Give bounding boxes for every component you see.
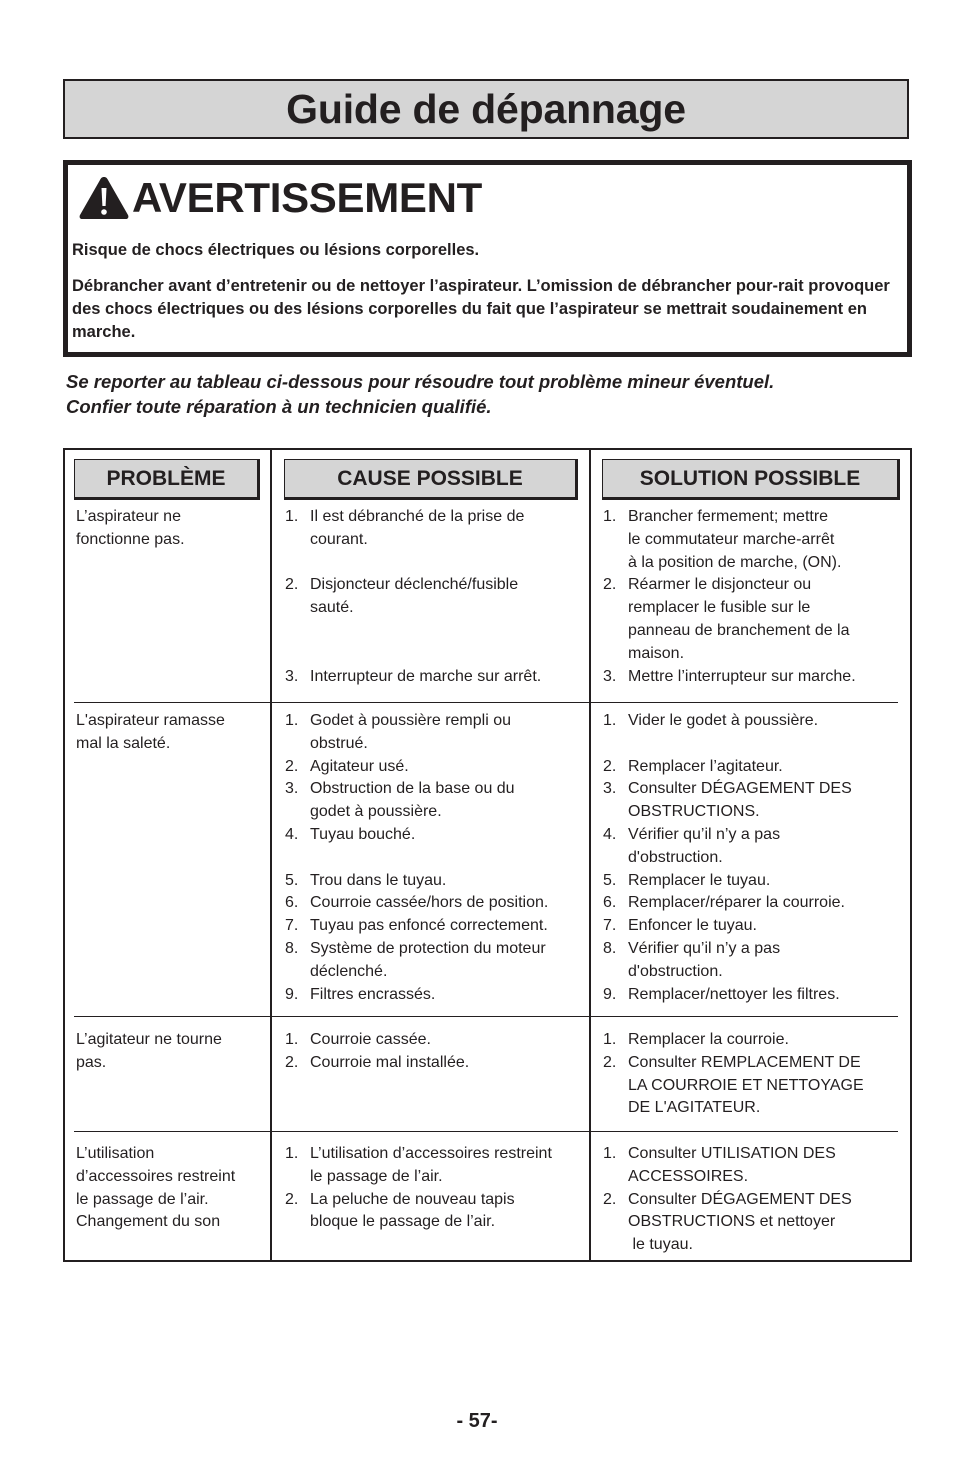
warning-line-2: Débrancher avant d’entretenir ou de nettoyer l’aspirateur. L’omission de débrancher pour-rait provoquer des chocs électriques ou des lésions corporelles du fait que l’aspirateur se mettrait soudainement en marche. (72, 277, 890, 341)
page-title: Guide de dépannage (286, 85, 686, 132)
item-number: 1. (603, 508, 617, 525)
item-number: 9. (285, 985, 299, 1003)
item-line: courant. (310, 530, 368, 548)
item-number: 1. (285, 508, 299, 525)
item-line: ACCESSOIRES. (628, 1167, 749, 1185)
cause-item (285, 870, 585, 893)
item-number: 3. (603, 667, 617, 685)
warning-header (78, 175, 482, 221)
problem-line: L’aspirateur ne (76, 508, 181, 525)
problem-line: d’accessoires restreint (76, 1167, 236, 1185)
item-line: Vérifier qu’il n’y a pas (628, 825, 781, 843)
intro-line-2: Confier toute réparation à un technicien qualifié. (66, 396, 492, 417)
item-text (310, 778, 585, 824)
item-number: 2. (285, 1190, 299, 1208)
cause-item (285, 824, 585, 847)
cause-item (285, 1029, 585, 1052)
item-line: La peluche de nouveau tapis (310, 1190, 515, 1208)
item-number: 6. (285, 894, 299, 912)
item-text (628, 915, 903, 938)
item-text (310, 1029, 585, 1052)
solution-item (603, 938, 903, 984)
item-number: 1. (285, 712, 299, 729)
column-divider (270, 450, 272, 1260)
item-text (628, 666, 903, 689)
item-text (628, 506, 903, 574)
item-text (310, 710, 585, 756)
item-line: maison. (628, 644, 685, 662)
column-divider (589, 450, 591, 1260)
item-number: 4. (285, 825, 299, 843)
item-number: 8. (285, 939, 299, 957)
item-text (628, 1189, 903, 1257)
item-text (628, 984, 903, 1007)
item-line: le commutateur marche-arrêt (628, 530, 835, 548)
item-line: Système de protection du moteur (310, 939, 546, 957)
warning-box (63, 160, 912, 357)
item-text (310, 938, 585, 984)
page-number: - 57- (456, 1410, 498, 1432)
item-line: Réarmer le disjoncteur ou (628, 576, 812, 594)
solution-cell (603, 1143, 903, 1257)
cause-item (285, 938, 585, 984)
item-line: déclenché. (310, 962, 388, 980)
item-number: 1. (285, 1145, 299, 1162)
item-text (628, 574, 903, 665)
item-line: godet à poussière. (310, 803, 442, 821)
item-text (628, 778, 903, 824)
item-line: Godet à poussière rempli ou (310, 712, 511, 729)
intro-text (66, 369, 926, 419)
item-number: 1. (603, 712, 617, 729)
item-text (628, 1143, 903, 1189)
problem-line: fonctionne pas. (76, 530, 185, 548)
problem-line: Changement du son (76, 1213, 221, 1231)
solution-item (603, 756, 903, 779)
item-line: Il est débranché de la prise de (310, 508, 525, 525)
item-line: remplacer le fusible sur le (628, 599, 811, 617)
item-line: Agitateur usé. (310, 757, 409, 775)
item-line: d'obstruction. (628, 848, 723, 866)
solution-item (603, 574, 903, 665)
item-line: le passage de l’air. (310, 1167, 443, 1185)
spacer (285, 847, 585, 870)
item-line: Vider le godet à poussière. (628, 712, 819, 729)
item-number: 1. (603, 1031, 617, 1048)
problem-line: L'aspirateur ramasse (76, 712, 225, 729)
item-text (628, 870, 903, 893)
spacer (285, 620, 585, 643)
item-line: OBSTRUCTIONS et nettoyer (628, 1213, 836, 1231)
troubleshooting-table (63, 448, 912, 1262)
solution-item (603, 984, 903, 1007)
cause-item (285, 1189, 585, 1235)
item-number: 1. (285, 1031, 299, 1048)
item-number: 7. (603, 917, 617, 935)
solution-item (603, 710, 903, 733)
cause-item (285, 984, 585, 1007)
item-number: 6. (603, 894, 617, 912)
item-line: Consulter DÉGAGEMENT DES (628, 780, 852, 798)
item-text (310, 892, 585, 915)
solution-item (603, 506, 903, 574)
spacer (603, 733, 903, 756)
item-line: L’utilisation d’accessoires restreint (310, 1145, 552, 1162)
item-text (628, 892, 903, 915)
problem-line: mal la saleté. (76, 734, 171, 752)
intro-line-1: Se reporter au tableau ci-dessous pour résoudre tout problème mineur éventuel. (66, 371, 775, 392)
solution-item (603, 1029, 903, 1052)
cause-item (285, 666, 585, 689)
item-text (310, 824, 585, 847)
item-number: 3. (603, 780, 617, 798)
solution-item (603, 870, 903, 893)
item-number: 2. (285, 576, 299, 594)
cause-item (285, 915, 585, 938)
item-number: 2. (603, 1190, 617, 1208)
spacer (285, 552, 585, 575)
row-divider (74, 1016, 898, 1017)
item-number: 7. (285, 917, 299, 935)
item-number: 8. (603, 939, 617, 957)
item-text (310, 1052, 585, 1075)
item-number: 5. (603, 871, 617, 889)
header-problem: PROBLÈME (74, 459, 260, 500)
item-line: Remplacer l’agitateur. (628, 757, 783, 775)
cause-cell (285, 1143, 585, 1234)
item-line: Brancher fermement; mettre (628, 508, 829, 525)
item-text (628, 756, 903, 779)
item-number: 4. (603, 825, 617, 843)
item-line: Trou dans le tuyau. (310, 871, 447, 889)
cause-item (285, 574, 585, 620)
item-text (628, 938, 903, 984)
item-line: Vérifier qu’il n’y a pas (628, 939, 781, 957)
item-line: Remplacer le tuyau. (628, 871, 771, 889)
problem-cell (76, 710, 266, 756)
problem-cell (76, 1143, 266, 1234)
item-number: 1. (603, 1145, 617, 1162)
item-text (310, 506, 585, 552)
item-line: Interrupteur de marche sur arrêt. (310, 667, 542, 685)
item-line: Consulter DÉGAGEMENT DES (628, 1190, 852, 1208)
item-number: 9. (603, 985, 617, 1003)
item-line: d'obstruction. (628, 962, 723, 980)
header-solution: SOLUTION POSSIBLE (602, 459, 900, 500)
cause-item (285, 710, 585, 756)
item-line: Tuyau bouché. (310, 825, 416, 843)
solution-item (603, 892, 903, 915)
problem-line: pas. (76, 1053, 107, 1071)
cause-item (285, 1052, 585, 1075)
item-number: 2. (285, 1053, 299, 1071)
item-line: Mettre l’interrupteur sur marche. (628, 667, 856, 685)
item-line: Enfoncer le tuyau. (628, 917, 757, 935)
cause-item (285, 1143, 585, 1189)
row-divider (74, 1131, 898, 1132)
solution-item (603, 1052, 903, 1120)
item-line: LA COURROIE ET NETTOYAGE (628, 1076, 864, 1094)
item-line: Obstruction de la base ou du (310, 780, 515, 798)
cause-item (285, 506, 585, 552)
warning-triangle-icon (78, 175, 130, 221)
item-line: Consulter UTILISATION DES (628, 1145, 836, 1162)
spacer (285, 643, 585, 666)
item-line: Remplacer/réparer la courroie. (628, 894, 845, 912)
cause-item (285, 892, 585, 915)
item-text (310, 870, 585, 893)
item-number: 5. (285, 871, 299, 889)
item-text (310, 574, 585, 620)
item-number: 2. (285, 757, 299, 775)
item-text (310, 666, 585, 689)
item-line: à la position de marche, (ON). (628, 553, 842, 571)
cause-item (285, 756, 585, 779)
item-line: Courroie mal installée. (310, 1053, 470, 1071)
item-line: obstrué. (310, 734, 368, 752)
item-line: Disjoncteur déclenché/fusible (310, 576, 519, 594)
item-text (628, 1029, 903, 1052)
item-line: sauté. (310, 599, 354, 617)
item-line: Consulter REMPLACEMENT DE (628, 1053, 861, 1071)
item-line: Courroie cassée/hors de position. (310, 894, 549, 912)
warning-title: AVERTISSEMENT (132, 174, 483, 221)
warning-line-1: Risque de chocs électriques ou lésions corporelles. (72, 241, 480, 259)
problem-cell (76, 1029, 266, 1075)
item-text (310, 1189, 585, 1235)
solution-item (603, 666, 903, 689)
solution-item (603, 915, 903, 938)
cause-item (285, 778, 585, 824)
item-text (310, 915, 585, 938)
item-line: Filtres encrassés. (310, 985, 436, 1003)
page-title-bar (63, 79, 909, 139)
header-cause: CAUSE POSSIBLE (284, 459, 578, 500)
item-number: 3. (285, 780, 299, 798)
item-line: Tuyau pas enfoncé correctement. (310, 917, 548, 935)
cause-cell (285, 1029, 585, 1075)
cause-cell (285, 710, 585, 1006)
item-line: bloque le passage de l’air. (310, 1213, 496, 1231)
item-text (310, 984, 585, 1007)
item-number: 3. (285, 667, 299, 685)
item-text (628, 824, 903, 870)
solution-item (603, 778, 903, 824)
problem-cell (76, 506, 266, 552)
solution-item (603, 824, 903, 870)
item-line: le tuyau. (628, 1236, 693, 1254)
item-text (628, 710, 903, 733)
solution-item (603, 1189, 903, 1257)
problem-line: le passage de l’air. (76, 1190, 209, 1208)
solution-cell (603, 710, 903, 1006)
item-text (310, 1143, 585, 1189)
item-line: DE L'AGITATEUR. (628, 1099, 761, 1117)
item-line: panneau de branchement de la (628, 621, 850, 639)
item-line: Courroie cassée. (310, 1031, 431, 1048)
item-text (628, 1052, 903, 1120)
item-text (310, 756, 585, 779)
item-line: Remplacer/nettoyer les filtres. (628, 985, 840, 1003)
row-divider (74, 702, 898, 703)
item-line: OBSTRUCTIONS. (628, 803, 760, 821)
item-line: Remplacer la courroie. (628, 1031, 789, 1048)
problem-line: L’utilisation (76, 1145, 155, 1162)
solution-cell (603, 506, 903, 688)
solution-cell (603, 1029, 903, 1120)
item-number: 2. (603, 1053, 617, 1071)
item-number: 2. (603, 757, 617, 775)
cause-cell (285, 506, 585, 688)
solution-item (603, 1143, 903, 1189)
item-number: 2. (603, 576, 617, 594)
problem-line: L’agitateur ne tourne (76, 1031, 222, 1048)
